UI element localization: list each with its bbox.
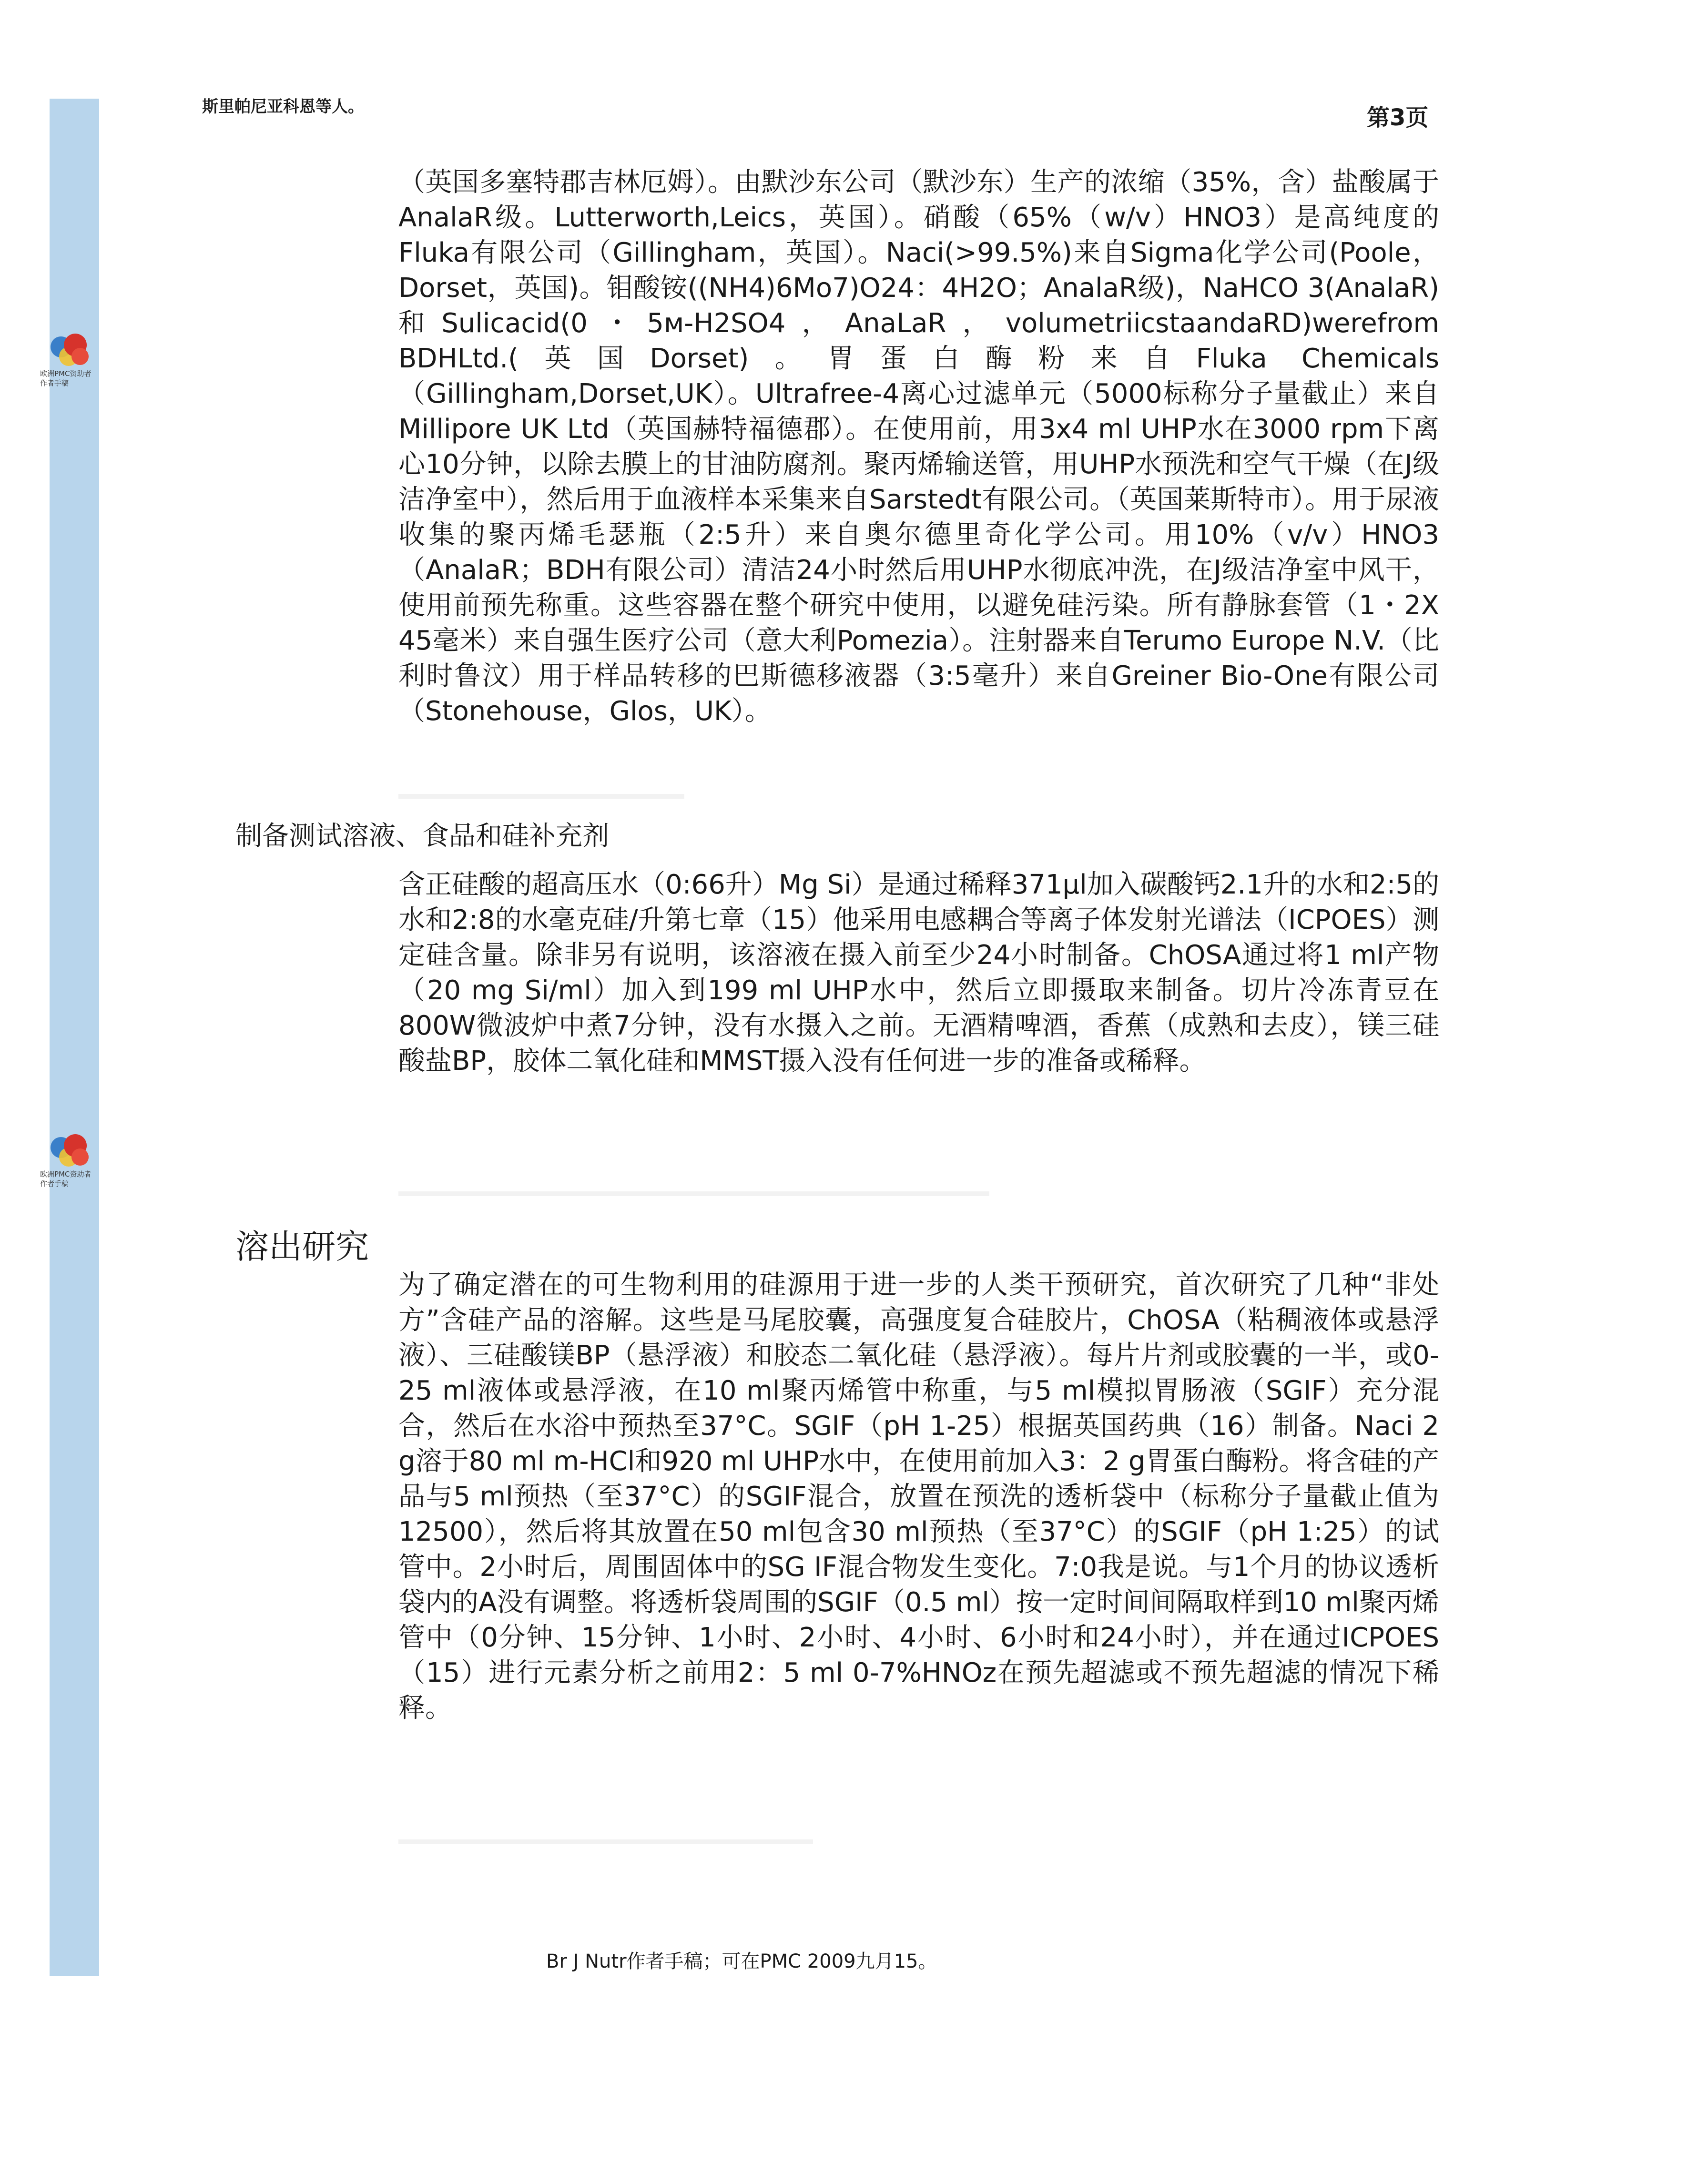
dissolution-paragraph: 为了确定潜在的可生物利用的硅源用于进一步的人类干预研究，首次研究了几种“非处方”含硅产品的溶解。这些是马尾胶囊，高强度复合硅胶片，ChOSA（粘稠液体或悬浮液）、三硅酸镁BP（悬浮液）和胶态二氧化硅（悬浮液）。每片片剂或胶囊的一半，或0-25 ml液体或悬浮液，在10 ml聚丙烯管中称重，与5 ml模拟胃肠液（SGIF）充分混合，然后在水浴中预热至37°C。SGIF（pH 1-25）根据英国药典（16）制备。Naci 2 g溶于80 ml m-HCl和920 ml UHP水中，在使用前加入3：2 g胃蛋白酶粉。将含硅的产品与5 ml预热（至37°C）的SGIF混合，放置在预洗的透析袋中（标称分子量截止值为12500），然后将其放置在50 ml包含30 ml预热（至37°C）的SGIF（pH 1:25）的试管中。2小时后，周围固体中的SG IF混合物发生变化。7:0我是说。与1个月的协议透析袋内的A没有调整。将透析袋周围的SGIF（0.5 ml）按一定时间间隔取样到10 ml聚丙烯管中（0分钟、15分钟、1小时、2小时、4小时、6小时和24小时），并在通过ICPOES（15）进行元素分析之前用2：5 ml 0-7%HNOz在预先超滤或不预先超滤的情况下稀释。 (398, 1270, 1440, 1724)
europe-pmc-logo (40, 1134, 97, 1189)
divider (398, 1191, 989, 1196)
logo-caption: 欧洲PMC资助者作者手稿 (40, 369, 92, 387)
materials-paragraph: （英国多塞特郡吉林厄姆）。由默沙东公司（默沙东）生产的浓缩（35%，含）盐酸属于AnalaR级。Lutterworth,Leics，英国）。硝酸（65%（w/v）HNO3）是高纯度的Fluka有限公司（Gillingham，英国）。Naci(>99.5%)来自Sigma化学公司(Poole，Dorset，英国)。钼酸铵((NH4)6Mo7)O24：4H2O；AnalaR级)，NaHCO 3(AnalaR)和Sulicacid(0・5м-H2SO4，AnaLaR，volumetriicstaandaRD)werefrom BDHLtd.(英国Dorset)。胃蛋白酶粉来自Fluka Chemicals（Gillingham,Dorset,UK）。Ultrafree-4离心过滤单元（5000标称分子量截止）来自Millipore UK Ltd（英国赫特福德郡）。在使用前，用3x4 ml UHP水在3000 rpm下离心10分钟，以除去膜上的甘油防腐剂。聚丙烯输送管，用UHP水预洗和空气干燥（在J级洁净室中），然后用于血液样本采集来自Sarstedt有限公司。（英国莱斯特市）。用于尿液收集的聚丙烯毛瑟瓶（2:5升）来自奥尔德里奇化学公司。用10%（v/v）HNO3（AnalaR；BDH有限公司）清洁24小时然后用UHP水彻底冲洗，在J级洁净室中风干，使用前预先称重。这些容器在整个研究中使用，以避免硅污染。所有静脉套管（1・2X 45毫米）来自强生医疗公司（意大利Pomezia）。注射器来自Terumo Europe N.V.（比利时鲁汶）用于样品转移的巴斯德移液器（3:5毫升）来自Greiner Bio-One有限公司（Stonehouse，Glos，UK）。 (398, 167, 1439, 727)
pmc-logo-icon (51, 1134, 93, 1168)
running-header-authors: 斯里帕尼亚科恩等人。 (202, 97, 364, 116)
page-number: 第3页 (1367, 104, 1429, 131)
section-heading-preparation: 制备测试溶液、食品和硅补充剂 (235, 821, 609, 852)
divider (398, 1839, 813, 1844)
europe-pmc-logo (40, 334, 97, 388)
logo-caption: 欧洲PMC资助者作者手稿 (40, 1170, 92, 1188)
section-heading-dissolution: 溶出研究 (235, 1227, 369, 1266)
pmc-logo-icon (51, 334, 93, 367)
preparation-paragraph: 含正硅酸的超高压水（0:66升）Mg Si）是通过稀释371μl加入碳酸钙2.1升的水和2:5的水和2:8的水毫克硅/升第七章（15）他采用电感耦合等离子体发射光谱法（ICPOES）测定硅含量。除非另有说明，该溶液在摄入前至少24小时制备。ChOSA通过将1 ml产物（20 mg Si/ml）加入到199 ml UHP水中，然后立即摄取来制备。切片冷冻青豆在800W微波炉中煮7分钟，没有水摄入之前。无酒精啤酒，香蕉（成熟和去皮），镁三硅酸盐BP，胶体二氧化硅和MMST摄入没有任何进一步的准备或稀释。 (398, 869, 1439, 1077)
divider (398, 794, 684, 799)
footer-citation: Br J Nutr作者手稿；可在PMC 2009九月15。 (546, 1950, 937, 1972)
